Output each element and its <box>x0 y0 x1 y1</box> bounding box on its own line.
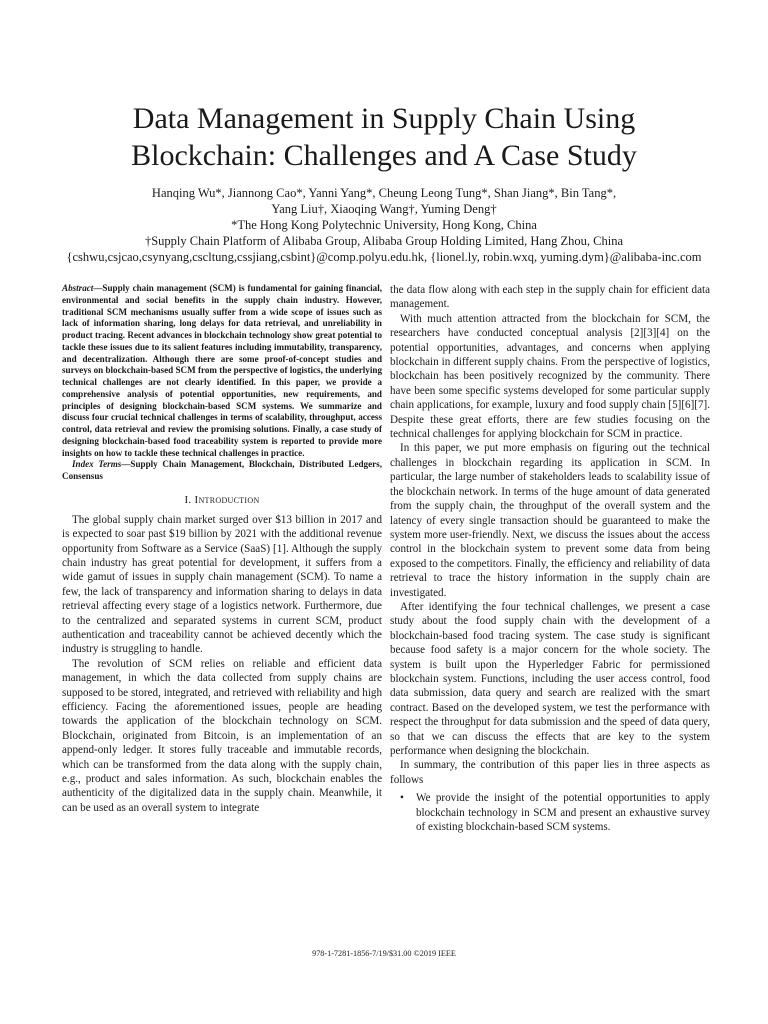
bullet-symbol: • <box>400 792 404 805</box>
right-column <box>390 283 710 834</box>
index-terms <box>62 459 382 483</box>
authors-line-2: Yang Liu†, Xiaoqing Wang†, Yuming Deng† <box>271 202 497 216</box>
body-paragraph: In summary, the contribution of this paper lies in three aspects as follows <box>390 759 710 786</box>
bullet-text: We provide the insight of the potential opportunities to apply blockchain technology in SCM and present an exhaustive survey of existing blockchain-based SCM systems. <box>416 792 710 834</box>
abstract-text: —Supply chain management (SCM) is fundamental for gaining financial, environmental and social benefits in the supply chain industry. However, traditional SCM mechanisms usually suffer from a wide scope of issues such as lack of information sharing, long delays for data retrieval, and unreliability in product tracing. Recent advances in blockchain technology show great potential to tackle these issues due to its salient features including immutability, transparency, and decentralization. Although there are some proof-of-concept studies and surveys on blockchain-based SCM from the perspective of logistics, the underlying technical challenges are not clearly identified. In this paper, we provide a comprehensive analysis of potential opportunities, new requirements, and principles of designing blockchain-based SCM systems. We summarize and discuss four crucial technical challenges in terms of scalability, throughput, access control, data retrieval and review the promising solutions. Finally, a case study of designing blockchain-based food traceability system is reported to provide more insights on how to tackle these technical challenges in practice. <box>62 283 382 458</box>
author-block <box>40 185 728 265</box>
author-emails: {cshwu,csjcao,csynyang,cscltung,cssjiang,csbint}@comp.polyu.edu.hk, {lionel.ly, robin.wxq, yuming.dym}@alibaba-inc.com <box>66 250 702 264</box>
title-line-1: Data Management in Supply Chain Using <box>132 102 636 135</box>
index-terms-text: —Supply Chain Management, Blockchain, Distributed Ledgers, Consensus <box>62 459 382 481</box>
authors-line-1: Hanqing Wu*, Jiannong Cao*, Yanni Yang*, Cheung Leong Tung*, Shan Jiang*, Bin Tang*, <box>151 186 617 200</box>
section-title: Introduction <box>194 493 260 506</box>
section-heading-introduction <box>62 494 382 506</box>
paper-title <box>60 100 708 174</box>
body-paragraph: The revolution of SCM relies on reliable and efficient data management, in which the data collected from supply chains are supposed to be stored, integrated, and retrieved with reliability and high efficiency. Facing the aforementioned issues, people are heading towards the application of the blockchain technology on SCM. Blockchain, originated from Bitcoin, is an implementation of an append-only ledger. It stores fully traceable and immutable records, which can be transformed from the data along with the supply chain, e.g., product and sales information. As such, blockchain enables the authenticity of the digitalized data in the supply chain. Meanwhile, it can be used as an overall system to integrate <box>62 657 382 814</box>
body-paragraph: In this paper, we put more emphasis on figuring out the technical challenges in blockchain regarding its application in SCM. In particular, the large number of stakeholders leads to scalability issue of the blockchain network. In terms of the huge amount of data generated from the supply chain, the throughput of the overall system and the latency of every single transaction should be guaranteed to make the system more user-friendly. Next, we discuss the issues about the access control in the blockchain system to prevent some data from being exposed to the competitors. Finally, the efficiency and reliability of data retrieval to trace the history information in the supply chain are investigated. <box>390 442 710 599</box>
body-paragraph: The global supply chain market surged over $13 billion in 2017 and is expected to soar past $19 billion by 2021 with the additional revenue opportunity from Software as a Service (SaaS) [1]. Although the supply chain industry has great potential for development, it suffers from a wide gamut of issues in supply chain management (SCM). To name a few, the lack of transparency and information sharing to delays in data retrieval affecting every stage of a logistics network. Furthermore, due to the centralized and separated systems in current SCM, product authentication and traceability cannot be achieved decently which the industry is struggling to handle. <box>62 513 382 656</box>
body-paragraph: the data flow along with each step in the supply chain for efficient data management. <box>390 284 710 311</box>
copyright-footer: 978-1-7281-1856-7/19/$31.00 ©2019 IEEE <box>312 949 456 958</box>
affiliation-2: †Supply Chain Platform of Alibaba Group, Alibaba Group Holding Limited, Hang Zhou, China <box>144 234 624 248</box>
left-column <box>62 283 382 815</box>
index-terms-lead: Index Terms <box>72 459 122 470</box>
affiliation-1: *The Hong Kong Polytechnic University, Hong Kong, China <box>231 218 537 232</box>
title-line-2: Blockchain: Challenges and A Case Study <box>131 139 637 172</box>
body-paragraph: After identifying the four technical challenges, we present a case study about the food supply chain with the development of a blockchain-based food tracing system. The case study is significant because food safety is a major concern for the whole society. The system is built upon the Hyperledger Fabric for permissioned blockchain system. Functions, including the user access control, food data submission, data query and search are realized with the smart contract. Based on the developed system, we test the performance with respect the throughput for data submission and the speed of data query, so that we can discuss the effects that are key to the system performance when designing the blockchain. <box>390 600 710 757</box>
abstract-lead: Abstract <box>62 283 94 293</box>
body-paragraph: With much attention attracted from the blockchain for SCM, the researchers have conducted conceptual analysis [2][3][4] on the potential opportunities, advantages, and concerns when applying blockchain in different supply chains. From the perspective of logistics, blockchain has been positively recognized by the community. There have been some specific systems developed for some particular supply chain applications, for example, luxury and food supply chain [5][6][7]. Despite these great efforts, there are few studies focusing on the technical challenges for applying blockchain for SCM in practice. <box>390 312 710 441</box>
section-number: I. <box>184 493 195 506</box>
contribution-bullet <box>390 791 710 834</box>
abstract <box>62 283 382 459</box>
